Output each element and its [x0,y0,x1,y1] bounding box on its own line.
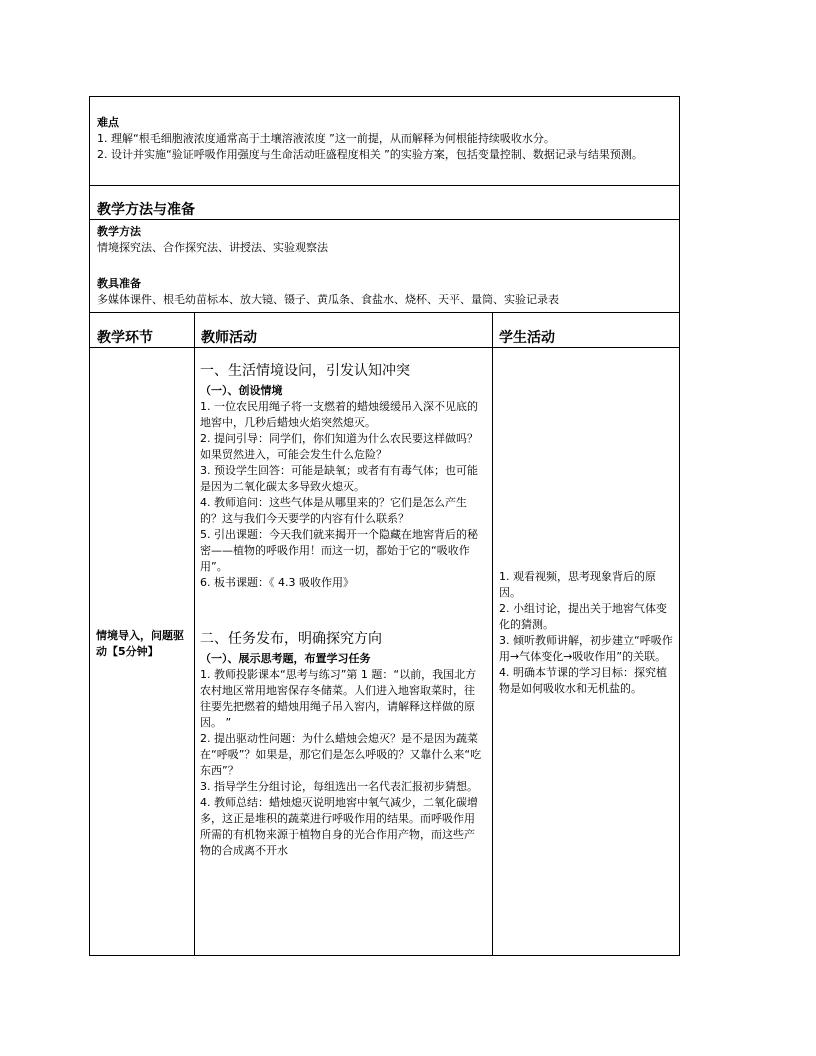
header-student: 学生活动 [499,330,555,346]
student-item: 3. 倾听教师讲解，初步建立“呼吸作用→气体变化→吸收作用”的关联。 [499,634,673,663]
methods-title-row [90,186,679,220]
student-activity-cell [499,569,673,697]
header-teacher: 教师活动 [201,330,257,346]
teacher-item: 4. 教师追问：这些气体是从哪里来的？它们是怎么产生的？这与我们今天要学的内容有什么联系？ [200,496,467,525]
teacher-item: 2. 提出驱动性问题：为什么蜡烛会熄灭？是不是因为蔬菜在“呼吸”？如果是，那它们是怎么呼吸的？又靠什么来“吃东西”？ [200,732,482,777]
column-divider [194,313,195,955]
methods-section-title: 教学方法与准备 [97,202,195,218]
part2-subtitle: （一）、展示思考题，布置学习任务 [200,652,371,665]
table-header-row [90,313,679,348]
teacher-item: 4. 教师总结：蜡烛熄灭说明地窖中氧气减少，二氧化碳增多，这正是堆积的蔬菜进行呼吸作用的结果。而呼吸作用所需的有机物来源于植物自身的光合作用产物，而这些产物的合成离不开水 [200,796,478,857]
tools-heading: 教具准备 [97,277,141,290]
student-item: 1. 观看视频，思考现象背后的原因。 [499,570,656,599]
teacher-item: 3. 指导学生分组讨论，每组选出一名代表汇报初步猜想。 [200,780,478,793]
methods-content-row [90,220,679,313]
methods-text: 情境探究法、合作探究法、讲授法、实验观察法 [97,241,328,254]
stage-label: 情境导入，问题驱动【5分钟】 [96,629,184,658]
column-divider [492,313,493,955]
header-stage: 教学环节 [97,330,153,346]
part1-subtitle: （一）、创设情境 [200,384,283,397]
part2-title: 二、任务发布，明确探究方向 [200,631,382,647]
difficulty-heading: 难点 [97,116,119,129]
teacher-activity-cell [200,361,484,859]
teacher-item: 5. 引出课题：今天我们就来揭开一个隐藏在地窖背后的秘密——植物的呼吸作用！而这一切，都始于它的“吸收作用”。 [200,528,478,573]
part1-title: 一、生活情境设问，引发认知冲突 [200,363,410,379]
teacher-item: 1. 教师投影课本“思考与练习”第 1 题：“以前，我国北方农村地区常用地窖保存冬储菜。人们进入地窖取菜时，往往要先把燃着的蜡烛用绳子吊入窖内，请解释这样做的原因。 ” [200,668,477,729]
teacher-item: 2. 提问引导：同学们，你们知道为什么农民要这样做吗？如果贸然进入，可能会发生什么危险？ [200,432,478,461]
tools-text: 多媒体课件、根毛幼苗标本、放大镜、镊子、黄瓜条、食盐水、烧杯、天平、量筒、实验记录表 [97,293,559,306]
difficulty-item: 2. 设计并实施“验证呼吸作用强度与生命活动旺盛程度相关 ”的实验方案，包括变量控制、数据记录与结果预测。 [97,148,643,161]
student-item: 4. 明确本节课的学习目标：探究植物是如何吸收水和无机盐的。 [499,666,667,695]
lesson-plan-table [89,96,680,956]
teacher-item: 6. 板书课题：《 4.3 吸收作用》 [200,576,354,589]
student-item: 2. 小组讨论，提出关于地窖气体变化的猜测。 [499,602,667,631]
teacher-item: 3. 预设学生回答：可能是缺氧；或者有有毒气体；也可能是因为二氧化碳太多导致火熄灭。 [200,464,478,493]
methods-heading: 教学方法 [97,225,141,238]
difficulty-item: 1. 理解“根毛细胞液浓度通常高于土壤溶液浓度 ”这一前提，从而解释为何根能持续吸收水分。 [97,132,555,145]
teacher-item: 1. 一位农民用绳子将一支燃着的蜡烛缓缓吊入深不见底的地窖中，几秒后蜡烛火焰突然熄灭。 [200,400,478,429]
difficulty-row [90,97,679,186]
